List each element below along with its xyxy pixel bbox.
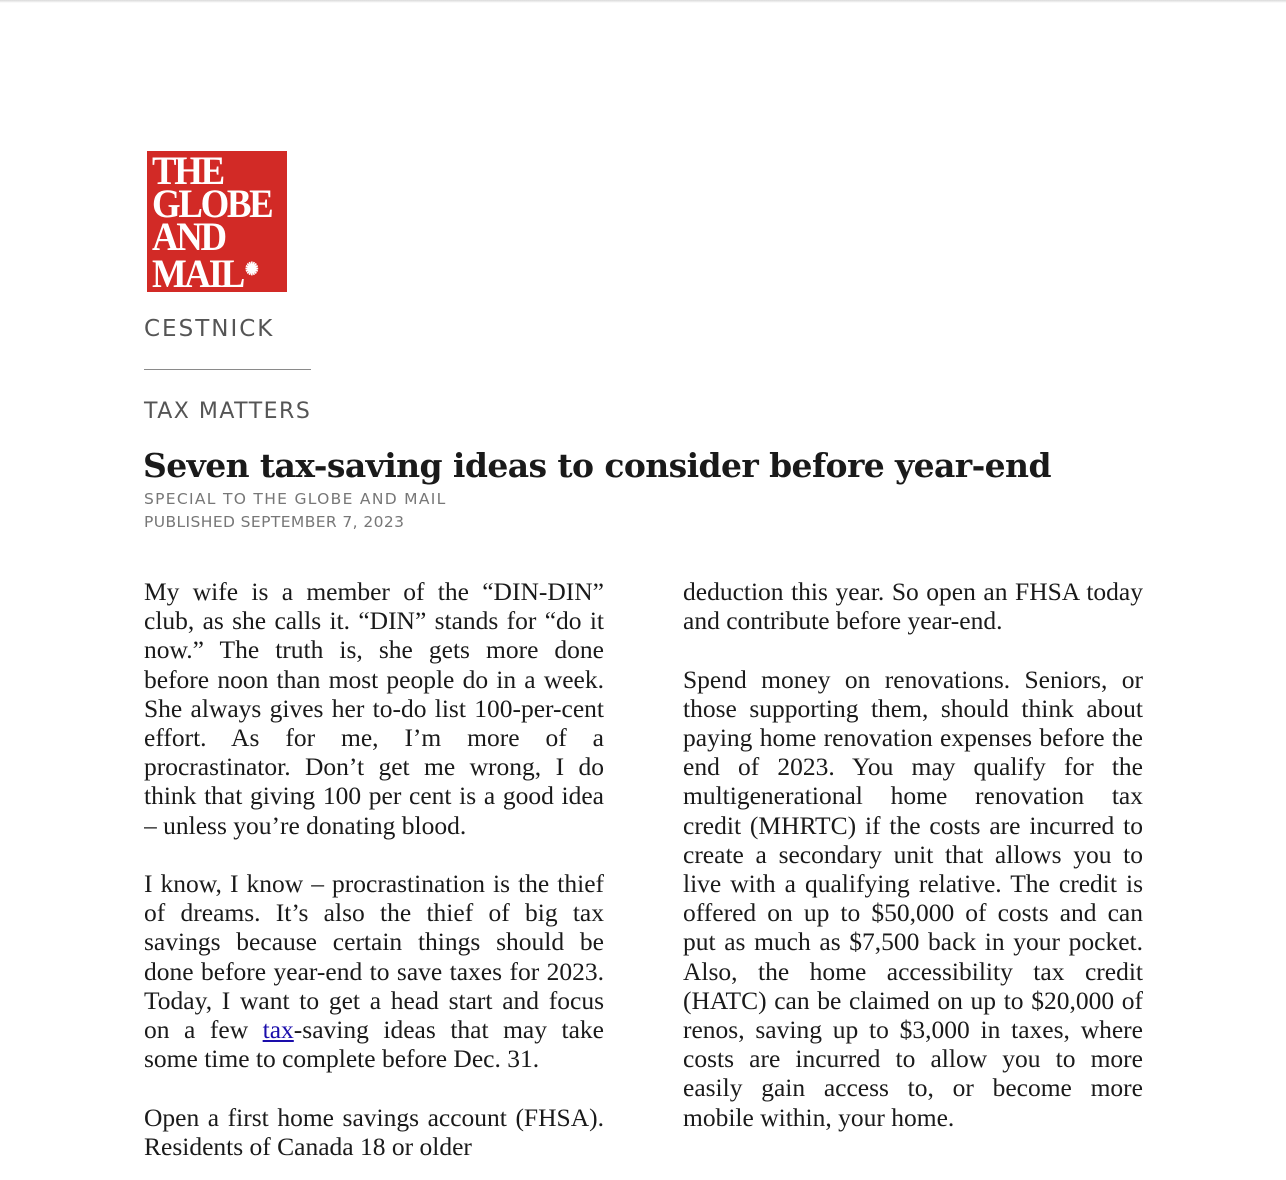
paragraph-2-end: -saving ideas that may take some time to complete before Dec. 31. (144, 1015, 604, 1074)
paragraph-5: Spend money on renovations. Seniors, or those supporting them, should think about paying home renovation expenses before the end of 2023. You may qualify for the multigenerational home renovation tax credit (MHRTC) if the costs are incurred to create a secondary unit that allows you to live with a qualifying relative. The credit is offered on up to $50,000 of costs and can put as much as $7,500 back in your pocket. Also, the home accessibility tax credit (HATC) can be claimed on up to $20,000 of renos, saving up to $3,000 in taxes, where costs are incurred to allow you to more easily gain access to, or become more mobile within, your home. (683, 664, 1143, 1132)
article-headline: Seven tax-saving ideas to consider before year-end (143, 446, 1051, 485)
maple-leaf-icon: ✺ (244, 259, 259, 279)
logo-line-3: AND (152, 214, 225, 259)
paragraph-1: My wife is a member of the “DIN-DIN” club, as she calls it. “DIN” stands for “do it now.” The truth is, she gets more done before noon than most people do in a week. She always gives her to-do list 100-per-cent effort. As for me, I’m more of a procrastinator. Don’t get me wrong, I do think that giving 100 per cent is a good idea – unless you’re donating blood. (144, 577, 604, 840)
logo-line-4-text: MAIL (152, 251, 243, 296)
article-column-left (144, 577, 604, 1180)
paragraph-4: deduction this year. So open an FHSA today and contribute before year-end. (683, 577, 1143, 636)
logo-line-1: THE (152, 148, 223, 193)
tax-link[interactable]: tax (262, 1015, 294, 1045)
logo-line-4 (152, 251, 276, 296)
article-column-right (683, 577, 1143, 1161)
divider (144, 369, 311, 370)
globe-and-mail-logo (147, 148, 287, 296)
logo-line-2: GLOBE (152, 181, 272, 226)
publish-date: PUBLISHED SEPTEMBER 7, 2023 (144, 513, 405, 531)
column-name: CESTNICK (144, 316, 275, 342)
byline: SPECIAL TO THE GLOBE AND MAIL (144, 490, 447, 508)
paragraph-2 (144, 869, 604, 1073)
page-top-edge (0, 0, 1286, 3)
paragraph-2-start: I know, I know – procrastination is the thief of dreams. It’s also the thief of big tax savings because certain things should be done before year-end to save taxes for 2023. Today, I want to get a head start and focus on a few (144, 869, 604, 1045)
paragraph-3: Open a first home savings account (FHSA). Residents of Canada 18 or older (144, 1102, 604, 1161)
section-label: TAX MATTERS (144, 399, 312, 424)
